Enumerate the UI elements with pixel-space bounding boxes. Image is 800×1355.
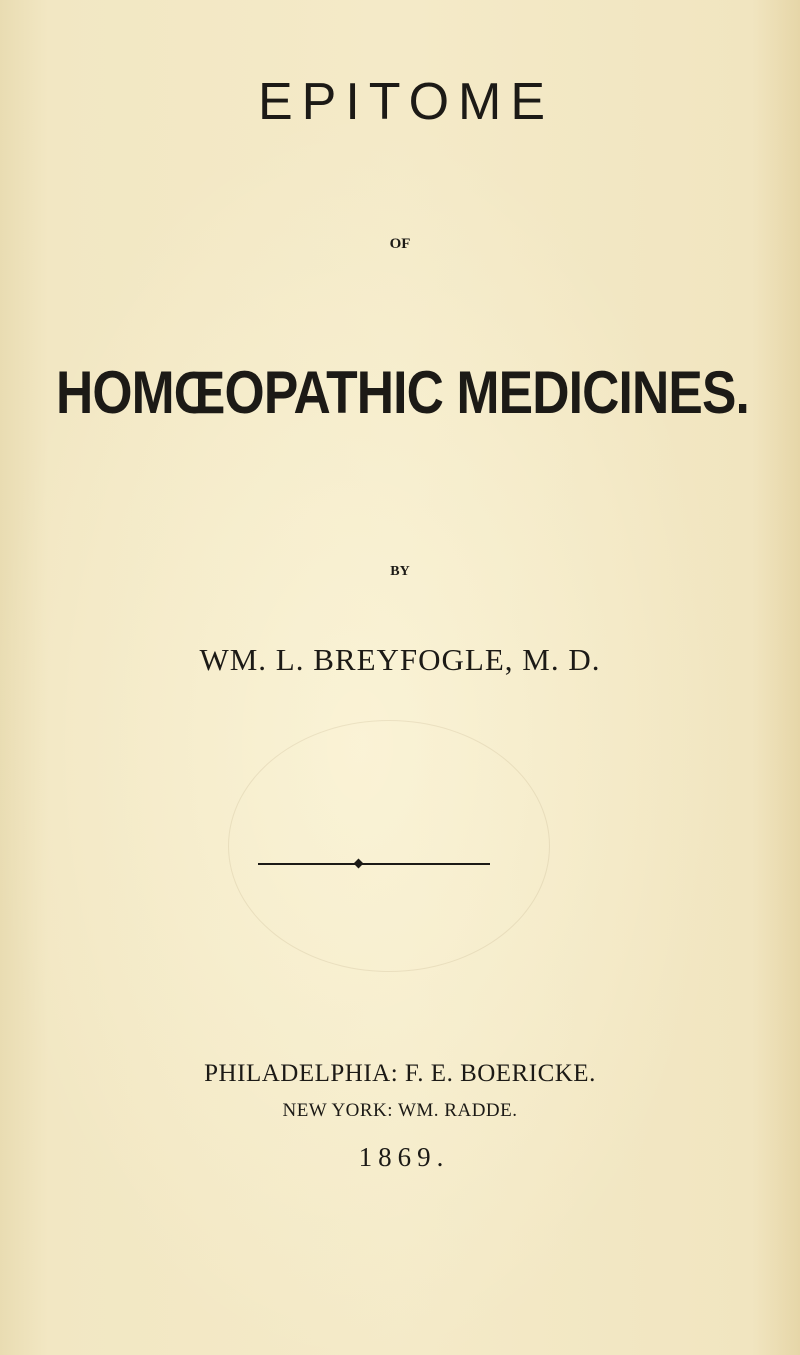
publisher-philadelphia: PHILADELPHIA: F. E. BOERICKE. <box>204 1060 596 1087</box>
book-subtitle: HOMŒOPATHIC MEDICINES. <box>56 359 749 426</box>
byline-label: BY <box>390 564 410 579</box>
book-title: EPITOME <box>257 73 555 131</box>
title-connector-of: OF <box>389 236 411 252</box>
publication-year: 1869. <box>358 1142 450 1172</box>
author-name: WM. L. BREYFOGLE, M. D. <box>199 642 601 677</box>
publisher-new-york: NEW YORK: WM. RADDE. <box>282 1100 518 1121</box>
ornamental-rule <box>258 858 490 870</box>
rule-line <box>258 863 490 865</box>
diamond-ornament-icon <box>354 859 364 869</box>
bleed-through-stamp <box>228 720 550 972</box>
